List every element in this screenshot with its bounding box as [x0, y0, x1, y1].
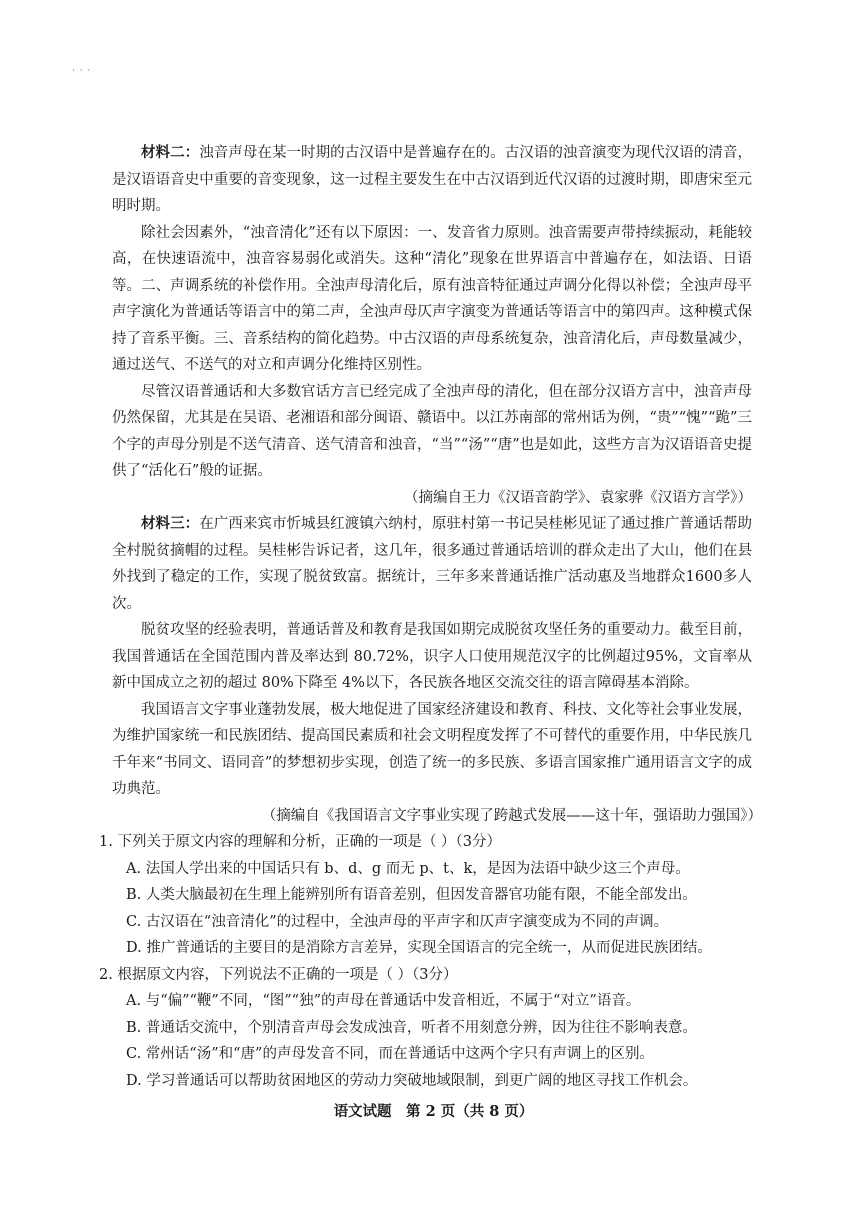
material3-text-1: 在广西来宾市忻城县红渡镇六纳村，原驻村第一书记吴桂彬见证了通过推广普通话帮助全村脱贫摘帽的过程。吴桂彬告诉记者，这几年，很多通过普通话培训的群众走出了大山，他们在县外找到了稳定的工作，实现了脱贫致富。据统计，三年多来普通话推广活动惠及当地群众1600多人次。: [112, 516, 753, 612]
material2-paragraph-1: [112, 140, 752, 220]
question-2-option-a: A. 与“偏”“鞭”不同，“图”“独”的声母在普通话中发音相近，不属于“对立”语音。: [126, 993, 641, 1009]
question-1-option-b: B. 人类大脑最初在生理上能辨别所有语音差别，但因发音器官功能有限，不能全部发出。: [126, 887, 697, 903]
question-1-stem: 1. 下列关于原文内容的理解和分析，正确的一项是（ ）（3分）: [99, 834, 502, 850]
material3-source: （摘编自《我国语言文字事业实现了跨越式发展——这十年，强语助力强国》）: [261, 807, 762, 824]
material3-label: 材料三：: [141, 515, 200, 532]
material2-paragraph-2: 除社会因素外，“浊音清化”还有以下原因：一、发音省力原则。浊音需要声带持续振动，耗能较高，在快速语流中，浊音容易弱化或消失。这种“清化”现象在世界语言中普遍存在，如法语、日语等。二、声调系统的补偿作用。全浊声母清化后，原有浊音特征通过声调分化得以补偿；全浊声母平声字演化为普通话等语言中的第二声，全浊声母仄声字演变为普通话等语言中的第四声。这种模式保持了音系平衡。三、音系结构的简化趋势。中古汉语的声母系统复杂，浊音清化后，声母数量减少，通过送气、不送气的对立和声调分化维持区别性。: [112, 224, 752, 373]
material2-label: 材料二：: [141, 144, 200, 161]
question-2-stem: 2. 根据原文内容，下列说法不正确的一项是（ ）（3分）: [99, 966, 458, 983]
material3-paragraph-1: [112, 511, 752, 617]
question-1-option-a: A. 法国人学出来的中国话只有 b、d、g 而无 p、t、k，是因为法语中缺少这三个声母。: [126, 860, 690, 877]
material2-text-1: 浊音声母在某一时期的古汉语中是普遍存在的。古汉语的浊音演变为现代汉语的清音，是汉语语音史中重要的音变现象，这一过程主要发生在中古汉语到近代汉语的过渡时期，即唐宋至元明时期。: [112, 145, 753, 214]
question-1-option-d: D. 推广普通话的主要目的是消除方言差异，实现全国语言的完全统一，从而促进民族团结。: [126, 940, 712, 956]
question-1-option-c: C. 古汉语在“浊音清化”的过程中，全浊声母的平声字和仄声字演变成为不同的声调。: [126, 913, 669, 930]
material2-paragraph-3: 尽管汉语普通话和大多数官话方言已经完成了全浊声母的清化，但在部分汉语方言中，浊音声母仍然保留，尤其是在吴语、老湘语和部分闽语、赣语中。以江苏南部的常州话为例，“贵”“愧”“跪”三个字的声母分别是不送气清音、送气清音和浊音，“当”“汤”“唐”也是如此，这些方言为汉语语音史提供了“活化石”般的证据。: [112, 383, 752, 479]
page-footer: 语文试题 第 2 页（共 8 页）: [333, 1103, 534, 1120]
question-2-option-c: C. 常州话“汤”和“唐”的声母发音不同，而在普通话中这两个字只有声调上的区别。: [126, 1046, 654, 1062]
question-2-option-b: B. 普通话交流中，个别清音声母会发成浊音，听者不用刻意分辨，因为往往不影响表意。: [126, 1019, 697, 1036]
material3-paragraph-2: 脱贫攻坚的经验表明，普通话普及和教育是我国如期完成脱贫攻坚任务的重要动力。截至目前，我国普通话在全国范围内普及率达到 80.72%，识字人口使用规范汉字的比例超过95%，文盲率从新中国成立之初的超过 80%下降至 4%以下，各民族各地区交流交往的语言障碍基本消除。: [112, 622, 752, 691]
page-content: [99, 140, 762, 1094]
header-mark: · · ·: [72, 66, 92, 76]
material2-source: （摘编自王力《汉语音韵学》、袁家骅《汉语方言学》）: [404, 489, 752, 506]
question-2-option-d: D. 学习普通话可以帮助贫困地区的劳动力突破地域限制，到更广阔的地区寻找工作机会。: [126, 1072, 698, 1089]
material3-paragraph-3: 我国语言文字事业蓬勃发展，极大地促进了国家经济建设和教育、科技、文化等社会事业发展，为维护国家统一和民族团结、提高国民素质和社会文明程度发挥了不可替代的重要作用，中华民族几千年来“书同文、语同音”的梦想初步实现，创造了统一的多民族、多语言国家推广通用语言文字的成功典范。: [112, 701, 752, 797]
